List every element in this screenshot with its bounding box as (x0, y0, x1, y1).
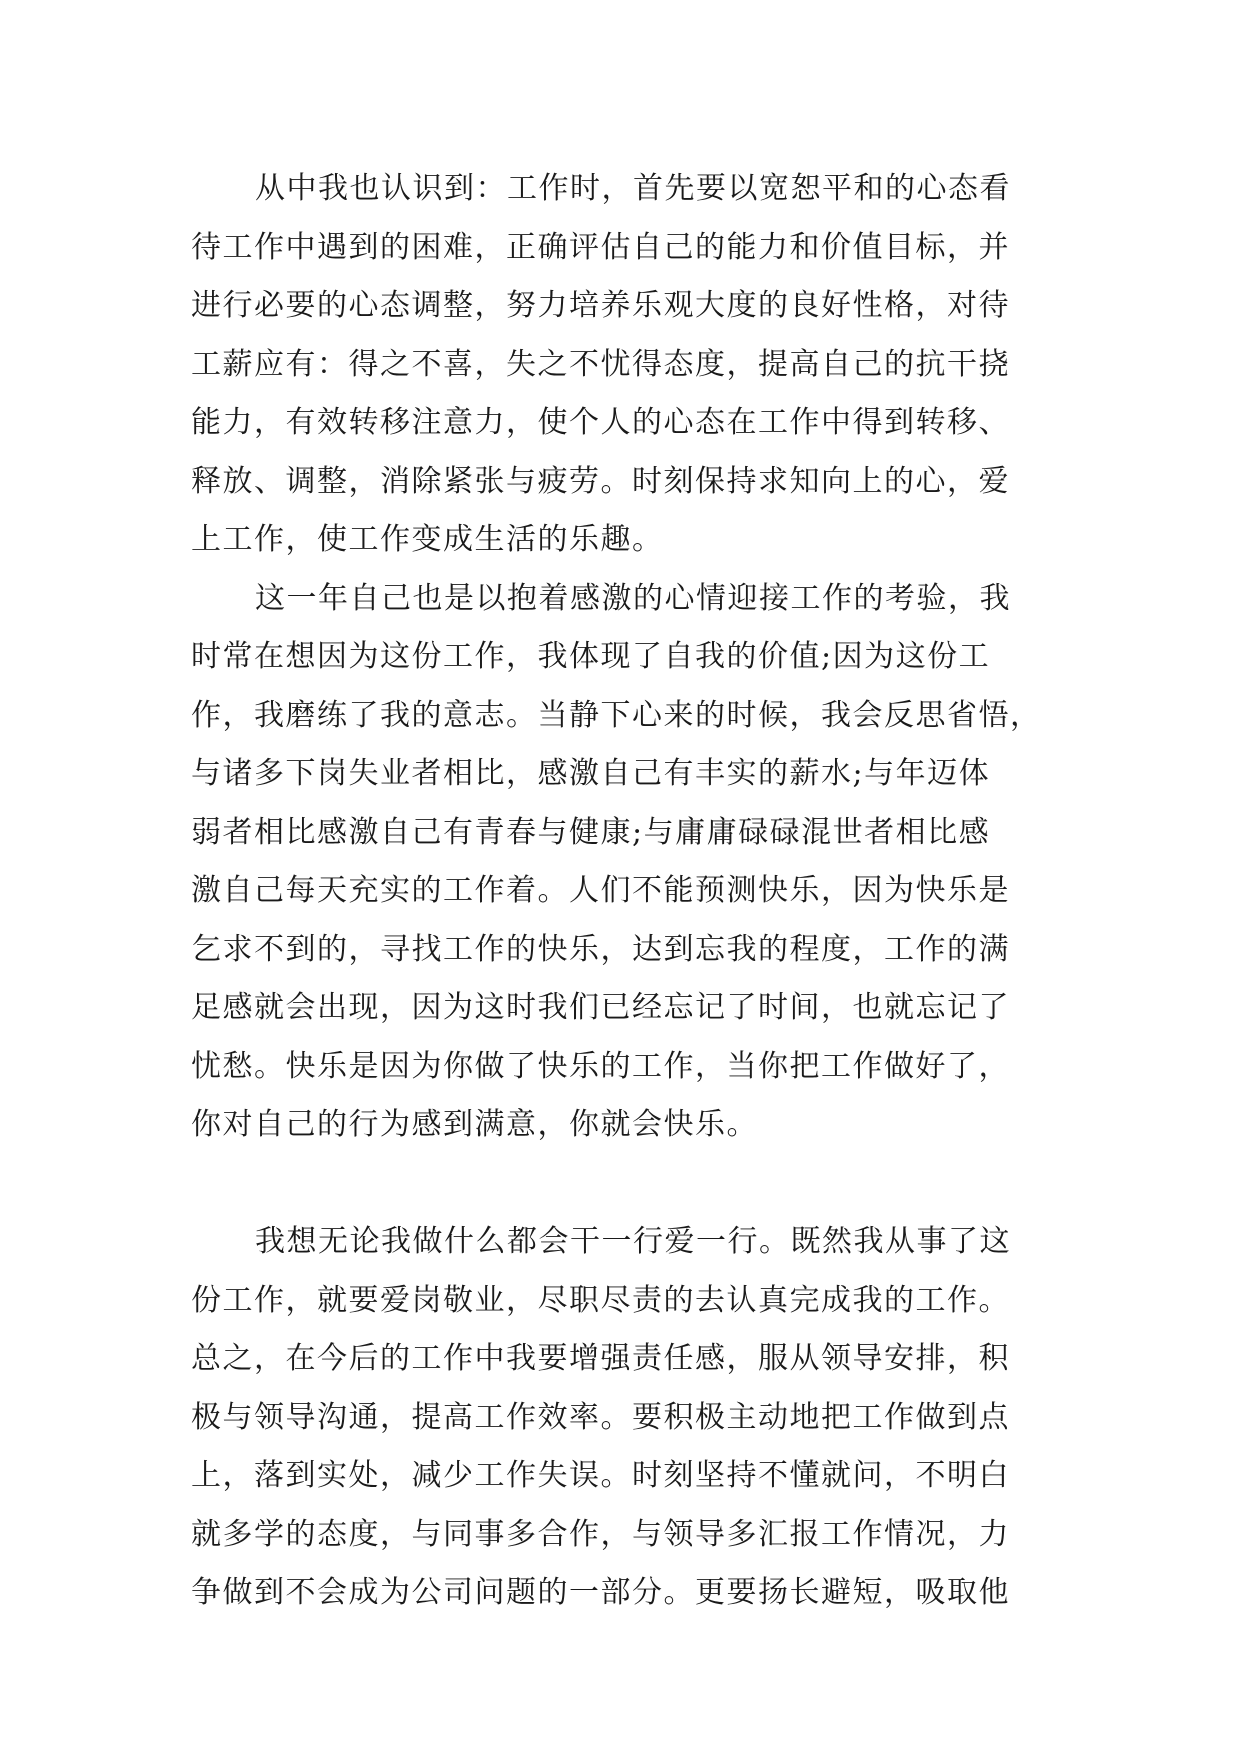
text-line: 工薪应有：得之不喜，失之不忧得态度，提高自己的抗干挠 (191, 346, 1010, 382)
paragraph-2 (191, 570, 1059, 1214)
text-line: 份工作，就要爱岗敬业，尽职尽责的去认真完成我的工作。 (191, 1282, 1010, 1318)
text-line: 这一年自己也是以抱着感激的心情迎接工作的考验，我 (255, 580, 1011, 616)
text-line: 足感就会出现，因为这时我们已经忘记了时间，也就忘记了 (191, 990, 1010, 1025)
text-line (191, 1155, 1059, 1214)
text-line: 待工作中遇到的困难，正确评估自己的能力和价值目标，并 (191, 229, 1010, 265)
paragraph-3 (191, 1213, 1059, 1623)
text-line: 忧愁。快乐是因为你做了快乐的工作，当你把工作做好了， (191, 1048, 1010, 1084)
text-line: 总之，在今后的工作中我要增强责任感，服从领导安排，积 (191, 1341, 1010, 1376)
text-line: 上，落到实处，减少工作失误。时刻坚持不懂就问，不明白 (191, 1458, 1010, 1493)
text-line: 能力，有效转移注意力，使个人的心态在工作中得到转移、 (191, 405, 1010, 440)
text-line: 激自己每天充实的工作着。人们不能预测快乐，因为快乐是 (191, 873, 1010, 908)
text-line: 时常在想因为这份工作，我体现了自我的价值;因为这份工 (191, 639, 991, 674)
text-line: 极与领导沟通，提高工作效率。要积极主动地把工作做到点 (191, 1399, 1010, 1435)
text-line: 弱者相比感激自己有青春与健康;与庸庸碌碌混世者相比感 (191, 814, 991, 850)
document-body (191, 160, 1059, 1623)
text-line: 进行必要的心态调整，努力培养乐观大度的良好性格，对待 (191, 288, 1010, 323)
text-line: 上工作，使工作变成生活的乐趣。 (191, 522, 664, 557)
text-line: 释放、调整，消除紧张与疲劳。时刻保持求知向上的心，爱 (191, 463, 1010, 499)
text-line: 从中我也认识到：工作时，首先要以宽恕平和的心态看 (255, 171, 1011, 206)
text-line: 你对自己的行为感到满意，你就会快乐。 (191, 1107, 758, 1142)
text-line: 我想无论我做什么都会干一行爱一行。既然我从事了这 (255, 1224, 1011, 1259)
paragraph-1 (191, 160, 1059, 570)
text-line: 争做到不会成为公司问题的一部分。更要扬长避短，吸取他 (191, 1575, 1010, 1610)
text-line: 作，我磨练了我的意志。当静下心来的时候，我会反思省悟， (191, 697, 1042, 733)
text-line: 就多学的态度，与同事多合作，与领导多汇报工作情况，力 (191, 1516, 1010, 1552)
text-line: 乞求不到的，寻找工作的快乐，达到忘我的程度，工作的满 (191, 931, 1010, 967)
text-line: 与诸多下岗失业者相比，感激自己有丰实的薪水;与年迈体 (191, 756, 991, 791)
